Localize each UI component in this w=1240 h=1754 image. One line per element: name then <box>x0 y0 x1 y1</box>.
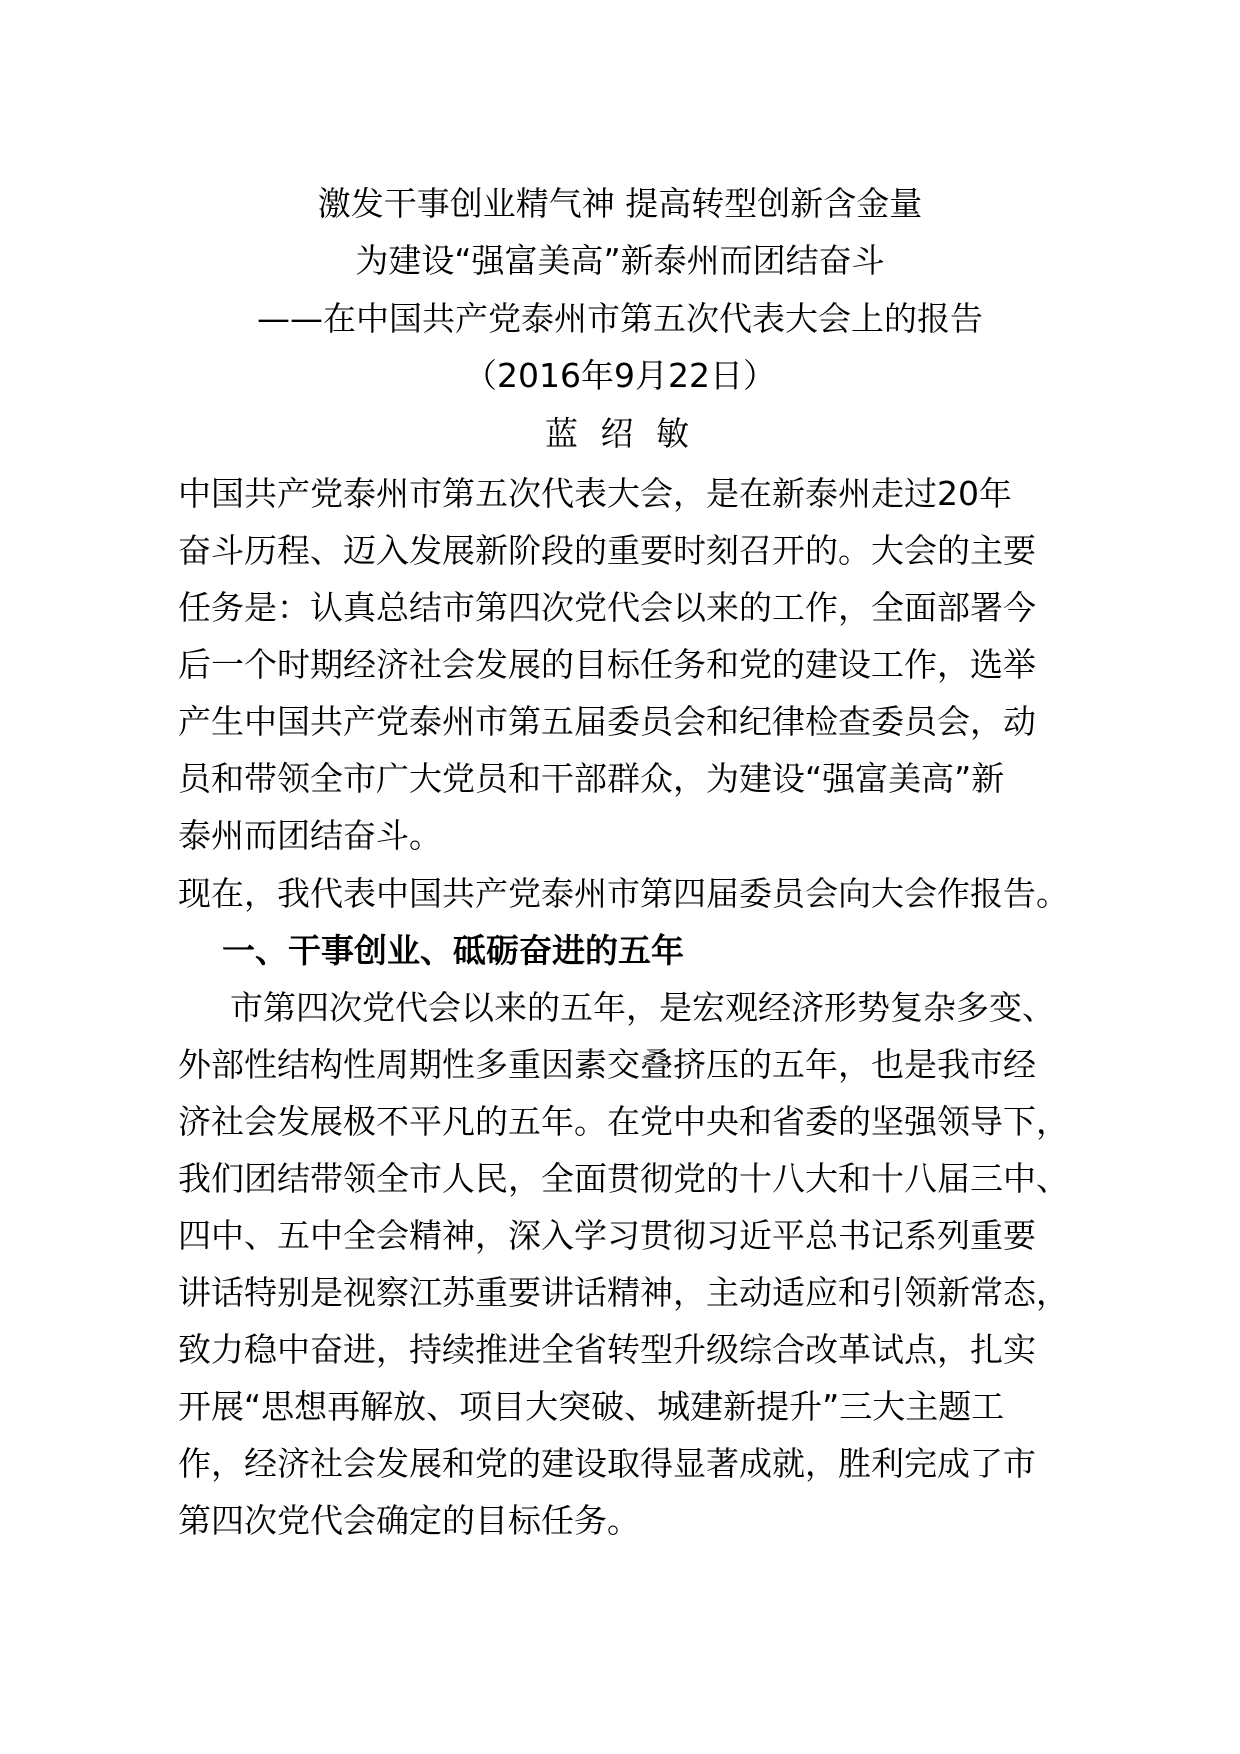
paragraph-line: 济社会发展极不平凡的五年。在党中央和省委的坚强领导下， <box>178 1102 1069 1141</box>
paragraph-line: 后一个时期经济社会发展的目标任务和党的建设工作，选举 <box>178 645 1036 684</box>
paragraph-line: 我们团结带领全市人民，全面贯彻党的十八大和十八届三中、 <box>178 1159 1069 1198</box>
report-subtitle: ——在中国共产党泰州市第五次代表大会上的报告 <box>257 299 983 338</box>
paragraph-line: 市第四次党代会以来的五年，是宏观经济形势复杂多变、 <box>230 988 1055 1027</box>
report-date: （2016年9月22日） <box>464 356 776 395</box>
report-author: 蓝 绍 敏 <box>545 414 695 453</box>
report-title-line-1: 激发干事创业精气神 提高转型创新含金量 <box>317 184 923 223</box>
paragraph-line: 第四次党代会确定的目标任务。 <box>178 1501 640 1540</box>
paragraph-line: 四中、五中全会精神，深入学习贯彻习近平总书记系列重要 <box>178 1216 1036 1255</box>
paragraph-line: 致力稳中奋进，持续推进全省转型升级综合改革试点，扎实 <box>178 1330 1036 1369</box>
section-paragraph <box>178 979 1078 1549</box>
intro-paragraph <box>178 465 1078 864</box>
paragraph-line: 现在，我代表中国共产党泰州市第四届委员会向大会作报告。 <box>178 874 1069 913</box>
paragraph-line: 任务是：认真总结市第四次党代会以来的工作，全面部署今 <box>178 588 1036 627</box>
report-statement <box>178 865 1078 922</box>
section-heading: 一、干事创业、砥砺奋进的五年 <box>222 931 684 970</box>
paragraph-line: 作，经济社会发展和党的建设取得显著成就，胜利完成了市 <box>178 1444 1036 1483</box>
paragraph-line: 产生中国共产党泰州市第五届委员会和纪律检查委员会，动 <box>178 702 1036 741</box>
paragraph-line: 员和带领全市广大党员和干部群众，为建设“强富美高”新 <box>178 759 1005 798</box>
paragraph-line: 开展“思想再解放、项目大突破、城建新提升”三大主题工 <box>178 1387 1005 1426</box>
paragraph-line: 中国共产党泰州市第五次代表大会，是在新泰州走过20年 <box>178 474 1012 513</box>
paragraph-line: 外部性结构性周期性多重因素交叠挤压的五年，也是我市经 <box>178 1045 1036 1084</box>
paragraph-line: 奋斗历程、迈入发展新阶段的重要时刻召开的。大会的主要 <box>178 531 1036 570</box>
report-title-line-2: 为建设“强富美高”新泰州而团结奋斗 <box>355 241 885 280</box>
paragraph-line: 泰州而团结奋斗。 <box>178 816 442 855</box>
paragraph-line: 讲话特别是视察江苏重要讲话精神，主动适应和引领新常态， <box>178 1273 1069 1312</box>
